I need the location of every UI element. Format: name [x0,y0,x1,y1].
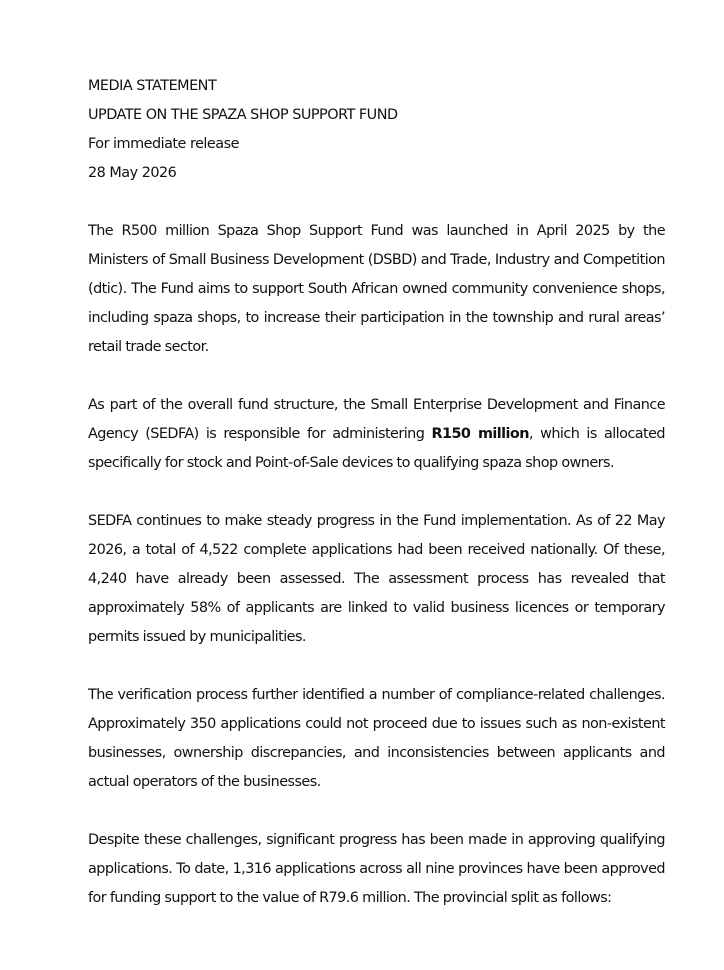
statement-label: MEDIA STATEMENT [88,78,217,94]
amount-highlight: R150 million [431,426,529,442]
paragraph-fund-launch: The R500 million Spaza Shop Support Fund was launched in April 2025 by the Ministers of Small Business Development (DSBD) and Trade, Industry and Competition (dtic). The Fund aims to support South African owned community convenience shops, including spaza shops, to increase their participation in the township and rural areas’ retail trade sector. [88,223,665,355]
release-note: For immediate release [88,136,239,152]
paragraph-fund-structure-text-start: As part of the overall fund structure, the Small Enterprise Development and Finance Agency (SEDFA) is responsible for administering [88,397,665,442]
paragraph-progress: SEDFA continues to make steady progress in the Fund implementation. As of 22 May 2026, a total of 4,522 complete applications had been received nationally. Of these, 4,240 have already been assessed. The assessment process has revealed that approximately 58% of applicants are linked to valid business licences or temporary permits issued by municipalities. [88,513,665,645]
statement-title: UPDATE ON THE SPAZA SHOP SUPPORT FUND [88,107,398,123]
paragraph-verification: The verification process further identified a number of compliance-related challenges. Approximately 350 applications could not proceed due to issues such as non-existent businesses, ownership discrepancies, and inconsistencies between applicants and actual operators of the businesses. [88,687,665,790]
paragraph-fund-structure [88,391,665,478]
document-content [88,72,665,927]
paragraph-approvals: Despite these challenges, significant progress has been made in approving qualifying applications. To date, 1,316 applications across all nine provinces have been approved for funding support to the value of R79.6 million. The provincial split as follows: [88,832,665,906]
paragraph-fund-structure-text-end: , which is allocated specifically for stock and Point-of-Sale devices to qualifying spaza shop owners. [88,426,665,471]
release-date: 28 May 2026 [88,165,177,181]
